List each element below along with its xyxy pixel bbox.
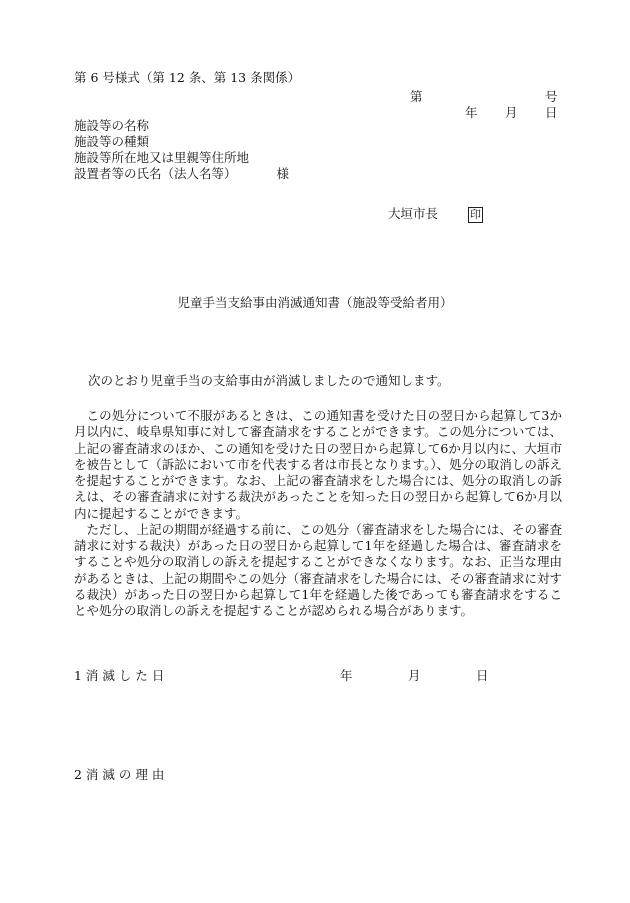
- appeal-paragraph-1: この処分について不服があるときは、この通知書を受けた日の翌日から起算して3か月以内に、岐阜県知事に対して審査請求をすることができます。この処分については、上記の審査請求のほか、この通知を受けた日の翌日から起算して6か月以内に、大垣市を被告として（訴訟において市を代表する者は市長となります。）、処分の取消しの訴えを提起することができます。なお、上記の審査請求をした場合には、処分の取消しの訴えは、その審査請求に対する裁決があったことを知った日の翌日から起算して6か月以内に提起することができます。: [74, 408, 562, 521]
- facility-address-label: 施設等所在地又は里親等住所地: [74, 150, 250, 165]
- item1-date: [340, 668, 489, 684]
- item1-year: 年: [340, 668, 353, 683]
- document-number-prefix: 第: [410, 89, 423, 104]
- item2-label: 2 消 滅 の 理 由: [74, 767, 165, 782]
- seal-mark: 印: [470, 208, 482, 221]
- issue-date-year: 年: [465, 105, 478, 120]
- item1-day: 日: [476, 668, 489, 683]
- form-number: 第 6 号様式（第 12 条、第 13 条関係）: [74, 70, 301, 85]
- facility-name-label: 施設等の名称: [74, 118, 150, 133]
- intro-text: 次のとおり児童手当の支給事由が消滅しましたので通知します。: [88, 373, 450, 388]
- issuer-title: 大垣市長: [388, 206, 439, 221]
- honorific: 様: [276, 166, 290, 181]
- item1-label: 1 消 滅 し た 日: [74, 668, 165, 683]
- addressee-block: [74, 118, 289, 182]
- facility-type-label: 施設等の種類: [74, 134, 150, 149]
- appeal-paragraph-2: ただし、上記の期間が経過する前に、この処分（審査請求をした場合には、その審査請求に対する裁決）があった日の翌日から起算して1年を経過した場合は、審査請求をすることや処分の取消しの訴えを提起することができなくなります。なお、正当な理由があるときは、上記の期間やこの処分（審査請求をした場合には、その審査請求に対する裁決）があった日の翌日から起算して1年を経過した後であっても審査請求をすることや処分の取消しの訴えを提起することが認められる場合があります。: [74, 521, 562, 618]
- appeal-notice: [74, 408, 562, 619]
- issue-date: [465, 105, 558, 121]
- founder-name-line: [74, 166, 289, 182]
- document-title: 児童手当支給事由消滅通知書（施設等受給者用）: [177, 295, 453, 310]
- issuer-line: [388, 206, 483, 223]
- item1-month: 月: [408, 668, 421, 683]
- issue-date-day: 日: [545, 105, 558, 120]
- founder-name-label: 設置者等の氏名（法人名等）: [74, 166, 237, 181]
- issue-date-month: 月: [505, 105, 518, 120]
- document-number-suffix: 号: [545, 89, 558, 104]
